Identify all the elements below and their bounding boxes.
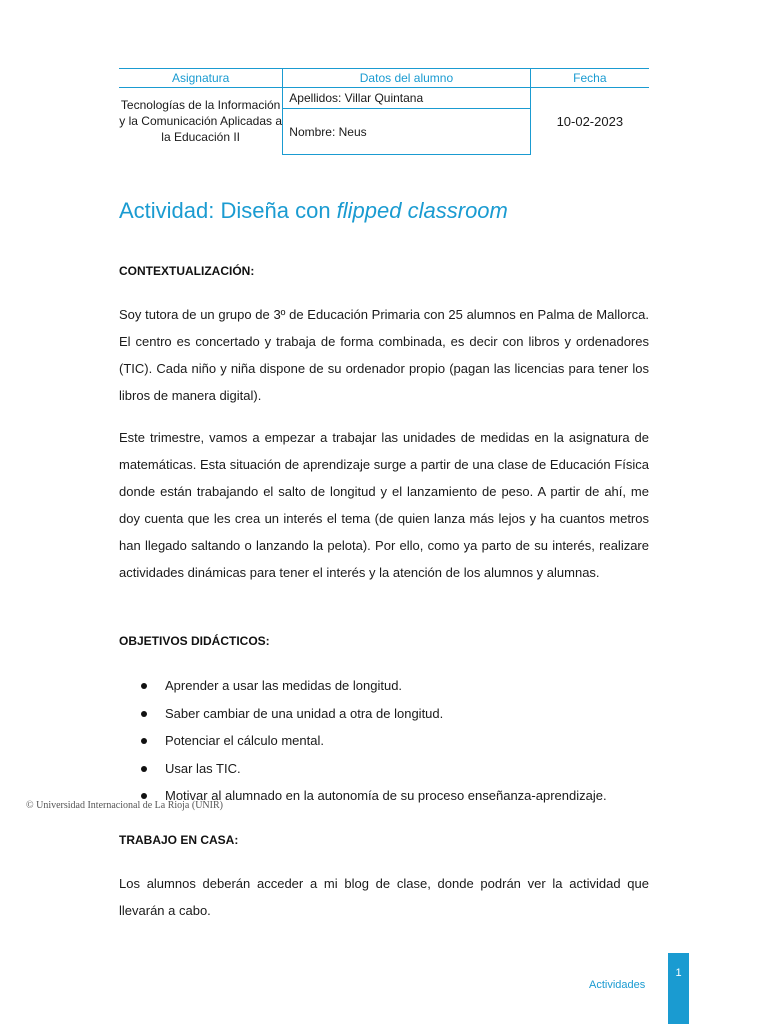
copyright-watermark: © Universidad Internacional de La Rioja (UNIR) [26, 800, 223, 811]
title-prefix: Actividad: Diseña con [119, 198, 337, 223]
header-col-subject: Asignatura [119, 69, 283, 88]
objective-text: Saber cambiar de una unidad a otra de longitud. [165, 705, 444, 721]
objective-text: Potenciar el cálculo mental. [165, 733, 324, 748]
surname-value: Apellidos: Villar Quintana [289, 91, 424, 105]
bullet-icon [141, 793, 147, 799]
bullet-icon [141, 766, 147, 772]
date-value: 10-02-2023 [556, 113, 624, 129]
context-heading: CONTEXTUALIZACIÓN: [119, 264, 255, 278]
date-cell [530, 88, 649, 155]
header-row-surname [119, 88, 649, 109]
objective-text: Aprender a usar las medidas de longitud. [165, 678, 403, 693]
objectives-list [119, 676, 679, 814]
home-work-paragraph: Los alumnos deberán acceder a mi blog de clase, donde podrán ver la actividad que llevarán a cabo. [119, 876, 649, 918]
list-item [119, 676, 679, 704]
objectives-heading: OBJETIVOS DIDÁCTICOS: [119, 634, 270, 648]
footer-label: Actividades [589, 979, 646, 991]
subject-value: Tecnologías de la Información y la Comunicación Aplicadas a la Educación II [119, 98, 283, 145]
page-number: 1 [675, 967, 682, 979]
list-item [119, 731, 679, 759]
page-number-tab [668, 953, 689, 1024]
header-table [119, 68, 649, 155]
context-paragraph-2: Este trimestre, vamos a empezar a trabajar las unidades de medidas en la asignatura de matemáticas. Esta situación de aprendizaje surge a partir de una clase de Educación Física donde están trabajando el salto de longitud y el lanzamiento de peso. A partir de ahí, me doy cuenta que les crea un interés el tema (de quien lanza más lejos y ha cuantos metros han llegado saltando o lanzando la pelota). Por ello, como ya parto de su interés, realizare actividades dinámicas para tener el interés y la atención de los alumnos y alumnas. [119, 430, 649, 580]
context-paragraph-1: Soy tutora de un grupo de 3º de Educación Primaria con 25 alumnos en Palma de Mallorca. El centro es concertado y trabaja de forma combinada, es decir con libros y ordenadores (TIC). Cada niño y niña dispone de su ordenador propio (pagan las licencias para tener los libros de manera digital). [119, 307, 649, 403]
header-col-date: Fecha [530, 69, 649, 88]
bullet-icon [141, 683, 147, 689]
objective-text: Motivar al alumnado en la autonomía de su proceso enseñanza-aprendizaje. [165, 788, 607, 803]
home-work-heading: TRABAJO EN CASA: [119, 833, 239, 847]
name-cell [283, 109, 530, 155]
surname-cell [283, 88, 530, 109]
header-table-head-row [119, 69, 649, 88]
list-item [119, 704, 679, 732]
title-emphasis: flipped classroom [336, 198, 508, 223]
name-value: Nombre: Neus [289, 124, 367, 139]
objective-text: Usar las TIC. [165, 760, 241, 776]
header-col-student: Datos del alumno [283, 69, 530, 88]
bullet-icon [141, 738, 147, 744]
subject-cell [119, 88, 283, 155]
page-title [119, 198, 508, 224]
list-item [119, 759, 679, 787]
bullet-icon [141, 711, 147, 717]
